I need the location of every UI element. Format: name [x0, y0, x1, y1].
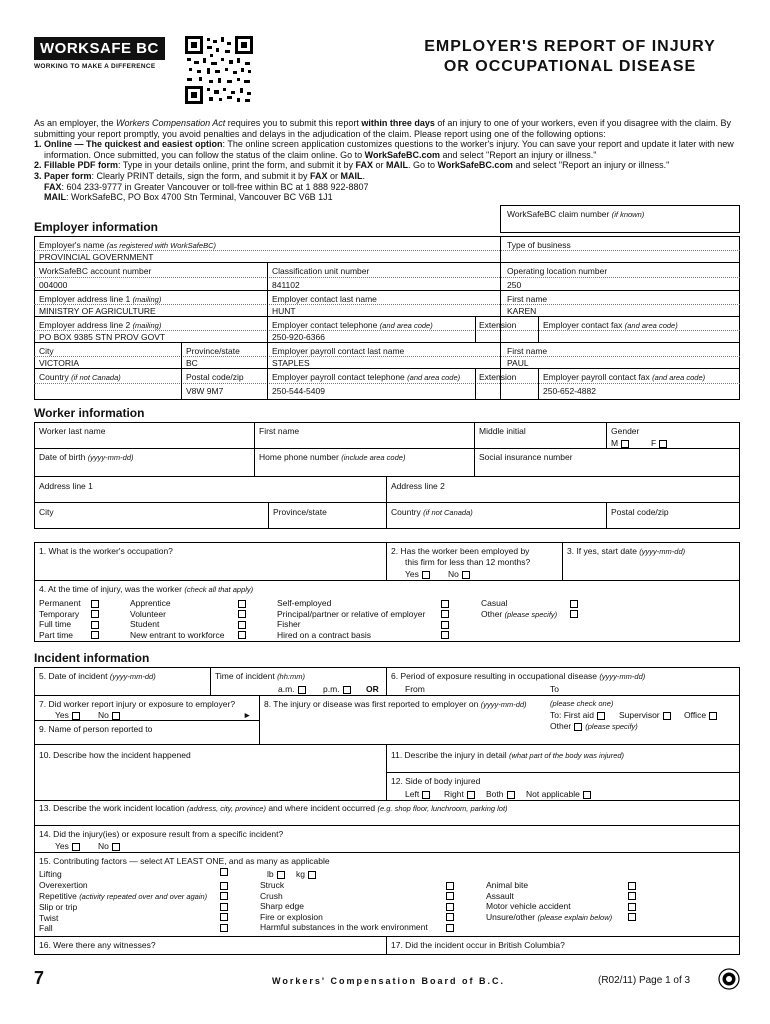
new-entrant-checkbox[interactable] [238, 631, 246, 639]
option-part-time: Part time [39, 629, 74, 640]
option-self-employed: Self-employed [277, 598, 332, 608]
struck-checkbox[interactable] [446, 882, 454, 890]
worker-middle-label: Middle initial [479, 426, 526, 436]
contact-tel-label: Employer contact telephone (and area code) [272, 320, 433, 330]
kg-option[interactable]: kg [296, 869, 319, 879]
q7-yes-checkbox[interactable] [72, 712, 80, 720]
office-option[interactable]: Office [684, 710, 720, 720]
twist-checkbox[interactable] [220, 913, 228, 921]
option-full-time: Full time [39, 619, 72, 629]
employer-name-value[interactable]: PROVINCIAL GOVERNMENT [39, 252, 154, 262]
title-line1: EMPLOYER'S REPORT OF INJURY [424, 38, 716, 55]
factor-motor-vehicle: Motor vehicle accident [486, 901, 571, 911]
q4-col1 [39, 598, 81, 640]
right-checkbox[interactable] [467, 791, 475, 799]
dob-label: Date of birth (yyyy-mm-dd) [39, 452, 134, 462]
classification-value[interactable]: 841102 [272, 280, 300, 290]
office-checkbox[interactable] [709, 712, 717, 720]
tagline: WORKING TO MAKE A DIFFERENCE [34, 63, 156, 70]
location-number-value[interactable]: 250 [507, 280, 522, 290]
gender-label: Gender [611, 426, 640, 436]
student-checkbox[interactable] [238, 621, 246, 629]
option-volunteer: Volunteer [130, 608, 166, 619]
claim-label: WorkSafeBC claim number [507, 209, 610, 219]
form-number: 7 [34, 968, 45, 988]
q7-reported: 7. Did worker report injury or exposure to employer? [39, 699, 236, 709]
q10-how: 10. Describe how the incident happened [39, 750, 191, 760]
option-permanent: Permanent [39, 598, 81, 608]
q2-yes[interactable]: Yes [405, 569, 433, 579]
pm-checkbox[interactable] [343, 686, 351, 694]
other-checkbox[interactable] [570, 610, 578, 618]
payroll-tel-label: Employer payroll contact telephone (and area code) [272, 372, 461, 382]
worker-addr2-label: Address line 2 [391, 481, 445, 491]
q11-injury: 11. Describe the injury in detail (what part of the body was injured) [391, 750, 625, 760]
worker-first-label: First name [259, 426, 300, 436]
q14-no-checkbox[interactable] [112, 843, 120, 851]
employer-addr2-label: Employer address line 2 (mailing) [39, 320, 162, 330]
animal-bite-checkbox[interactable] [628, 882, 636, 890]
harmful-checkbox[interactable] [446, 924, 454, 932]
factor-slip: Slip or trip [39, 902, 78, 912]
employer-prov-label: Province/state [186, 346, 240, 356]
gender-m-checkbox[interactable] [621, 440, 629, 448]
q4-col2-boxes [235, 598, 249, 640]
assault-checkbox[interactable] [628, 892, 636, 900]
q13-location: 13. Describe the work incident location (address, city, province) and where incident occurred (e.g. shop floor, lunchroom, parking lot) [39, 803, 508, 813]
q15-factors: 15. Contributing factors — select AT LEAST ONE, and as many as applicable [39, 856, 330, 866]
part-time-checkbox[interactable] [91, 631, 99, 639]
factor-lifting: Lifting [39, 869, 62, 879]
logo-text: WORKSAFE BC [34, 37, 165, 60]
to-label: To [550, 684, 559, 694]
from-label: From [405, 684, 425, 694]
q16-witnesses: 16. Were there any witnesses? [39, 940, 156, 950]
option-principal: Principal/partner or relative of employer [277, 608, 426, 619]
option-apprentice: Apprentice [130, 598, 171, 608]
factor-repetitive: Repetitive (activity repeated over and over again) [39, 890, 208, 901]
factors-col1-boxes [217, 880, 231, 933]
left-option[interactable]: Left [405, 789, 433, 799]
both-option[interactable]: Both [486, 789, 518, 799]
employer-heading: Employer information [34, 220, 159, 234]
factor-unsure: Unsure/other (please explain below) [486, 911, 613, 922]
employer-country-label: Country (if not Canada) [39, 372, 121, 382]
factor-struck: Struck [260, 880, 285, 890]
gender-f[interactable]: F [651, 438, 670, 448]
crush-checkbox[interactable] [446, 892, 454, 900]
contact-ext-label: Extension [479, 320, 517, 330]
page-number: (R02/11) Page 1 of 3 [598, 975, 691, 986]
worker-prov-label: Province/state [273, 507, 327, 517]
employer-name-label: Employer's name (as registered with WorkSafeBC) [39, 240, 216, 250]
factors-col2-boxes [443, 880, 457, 933]
option-other: Other (please specify) [481, 608, 558, 619]
q4-col4-boxes [567, 598, 581, 619]
claim-number-field[interactable]: WorkSafeBC claim number (if known) [500, 205, 740, 233]
payroll-last-value[interactable]: STAPLES [272, 358, 310, 368]
kg-checkbox[interactable] [308, 871, 316, 879]
am-checkbox[interactable] [298, 686, 306, 694]
worker-postal-label: Postal code/zip [611, 507, 669, 517]
q8-other-checkbox[interactable] [574, 723, 582, 731]
permanent-checkbox[interactable] [91, 600, 99, 608]
both-checkbox[interactable] [507, 791, 515, 799]
full-time-checkbox[interactable] [91, 621, 99, 629]
contact-last-value[interactable]: HUNT [272, 306, 296, 316]
q3-start-date: 3. If yes, start date (yyyy-mm-dd) [567, 546, 686, 556]
factor-animal-bite: Animal bite [486, 880, 529, 890]
payroll-first-label: First name [507, 346, 548, 356]
factors-col1 [39, 880, 207, 934]
q14-no[interactable]: No [98, 841, 123, 851]
contact-first-value[interactable]: KAREN [507, 306, 537, 316]
factors-col2 [260, 880, 428, 933]
q1-occupation: 1. What is the worker's occupation? [39, 546, 173, 556]
casual-checkbox[interactable] [570, 600, 578, 608]
option-casual: Casual [481, 598, 508, 608]
am-option[interactable]: a.m. [278, 684, 309, 694]
q7-no-checkbox[interactable] [112, 712, 120, 720]
q14-yes-checkbox[interactable] [72, 843, 80, 851]
employer-prov-value[interactable]: BC [186, 358, 198, 368]
location-number-label: Operating location number [507, 266, 608, 276]
employer-city-value[interactable]: VICTORIA [39, 358, 79, 368]
slip-checkbox[interactable] [220, 903, 228, 911]
factor-assault: Assault [486, 890, 514, 901]
payroll-first-value[interactable]: PAUL [507, 358, 529, 368]
pm-option[interactable]: p.m. [323, 684, 354, 694]
q12-side: 12. Side of body injured [391, 776, 481, 786]
q4-col4 [481, 598, 557, 620]
lifting-checkbox[interactable] [220, 868, 228, 876]
seal-icon [718, 968, 740, 990]
employer-addr1-value[interactable]: MINISTRY OF AGRICULTURE [39, 306, 156, 316]
or-label: OR [366, 684, 379, 694]
option-fisher: Fisher [277, 619, 301, 629]
classification-label: Classification unit number [272, 266, 370, 276]
payroll-tel-value[interactable]: 250-544-5409 [272, 386, 325, 396]
contact-tel-value[interactable]: 250-920-6366 [272, 332, 325, 342]
option-student: Student [130, 619, 160, 629]
q2-label: 2. Has the worker been employed by [391, 546, 530, 556]
q2-no[interactable]: No [448, 569, 473, 579]
incident-heading: Incident information [34, 651, 150, 665]
worker-country-label: Country (if not Canada) [391, 507, 473, 517]
lb-checkbox[interactable] [277, 871, 285, 879]
principal-checkbox[interactable] [441, 610, 449, 618]
repetitive-checkbox[interactable] [220, 892, 228, 900]
right-option[interactable]: Right [444, 789, 478, 799]
q4-col1-boxes [88, 598, 102, 640]
option-new-entrant: New entrant to workforce [130, 629, 225, 640]
employer-postal-label: Postal code/zip [186, 372, 244, 382]
check-one-note: (please check one) [550, 699, 614, 708]
q17-bc: 17. Did the incident occur in British Columbia? [391, 940, 565, 950]
fall-checkbox[interactable] [220, 924, 228, 932]
contact-first-label: First name [507, 294, 548, 304]
intro-text: As an employer, the Workers Compensation Act requires you to submit this report within three days of an injury to one of your workers, even if you disagree with the claim. By submitting your report promptly, you avoid penalties and delays in the adjudication of the claim. Please report using one of the following options: 1. Online — The quickest and easiest option: The online screen application customizes questions to the worker's injury. You can save your report and update it later with new information. Once submitted, you can follow the status of the claim online. Go to WorkSafeBC.com and select "Report an injury or illness." 2. Fillable PDF form: Type in your details online, print the form, and submit it by FAX or MAIL. Go to WorkSafeBC.com and select "Report an injury or illness." 3. Paper form: Clearly PRINT details, sign the form, and submit it by FAX or MAIL. FAX: 604 233-9777 in Greater Vancouver or toll-free within BC at 1 888 922-8807 MAIL: WorkSafeBC, PO Box 4700 Stn Terminal, Vancouver BC V6B 1J1 [34, 118, 734, 203]
supervisor-option[interactable]: Supervisor [619, 710, 674, 720]
gender-m[interactable]: M [611, 438, 632, 448]
worker-city-label: City [39, 507, 54, 517]
page-title [400, 37, 740, 77]
worker-heading: Worker information [34, 406, 145, 420]
employer-addr2-value[interactable]: PO BOX 9385 STN PROV GOVT [39, 332, 166, 342]
worker-last-label: Worker last name [39, 426, 106, 436]
factors-col3 [486, 880, 612, 923]
q8-first-reported: 8. The injury or disease was first reported to employer on (yyyy-mm-dd) [264, 699, 527, 709]
overexertion-checkbox[interactable] [220, 882, 228, 890]
q9-person: 9. Name of person reported to [39, 724, 153, 734]
q4-col2 [130, 598, 224, 640]
payroll-fax-value[interactable]: 250-652-4882 [543, 386, 596, 396]
temporary-checkbox[interactable] [91, 610, 99, 618]
unsure-checkbox[interactable] [628, 913, 636, 921]
fisher-checkbox[interactable] [441, 621, 449, 629]
factor-twist: Twist [39, 912, 59, 923]
gender-f-checkbox[interactable] [659, 440, 667, 448]
employer-postal-value[interactable]: V8W 9M7 [186, 386, 224, 396]
volunteer-checkbox[interactable] [238, 610, 246, 618]
factor-crush: Crush [260, 890, 283, 901]
board-name: Workers' Compensation Board of B.C. [272, 976, 505, 986]
account-number-label: WorkSafeBC account number [39, 266, 152, 276]
business-type-label: Type of business [507, 240, 571, 250]
logo [34, 37, 165, 70]
option-temporary: Temporary [39, 608, 80, 619]
na-checkbox[interactable] [583, 791, 591, 799]
account-number-value[interactable]: 004000 [39, 280, 68, 290]
self-employed-checkbox[interactable] [441, 600, 449, 608]
q8-other-option[interactable]: Other (please specify) [550, 721, 638, 731]
first-aid-option[interactable]: To: First aid [550, 710, 608, 720]
q2-label-cont: this firm for less than 12 months? [405, 557, 531, 567]
q2-no-checkbox[interactable] [462, 571, 470, 579]
q14-specific: 14. Did the injury(ies) or exposure result from a specific incident? [39, 829, 284, 839]
q4-col3 [277, 598, 425, 640]
apprentice-checkbox[interactable] [238, 600, 246, 608]
contract-checkbox[interactable] [441, 631, 449, 639]
home-phone-label: Home phone number (include area code) [259, 452, 406, 462]
fire-checkbox[interactable] [446, 913, 454, 921]
employer-city-label: City [39, 346, 54, 356]
worker-addr1-label: Address line 1 [39, 481, 93, 491]
payroll-ext-label: Extension [479, 372, 517, 382]
q14-yes[interactable]: Yes [55, 841, 83, 851]
left-checkbox[interactable] [422, 791, 430, 799]
first-aid-checkbox[interactable] [597, 712, 605, 720]
employer-addr1-label: Employer address line 1 (mailing) [39, 294, 162, 304]
motor-vehicle-checkbox[interactable] [628, 903, 636, 911]
factor-fall: Fall [39, 923, 53, 933]
factor-fire: Fire or explosion [260, 911, 323, 922]
qr-code-icon [185, 36, 253, 104]
payroll-fax-label: Employer payroll contact fax (and area code) [543, 372, 706, 382]
option-contract: Hired on a contract basis [277, 629, 372, 640]
factor-sharp-edge: Sharp edge [260, 901, 304, 911]
contact-fax-label: Employer contact fax (and area code) [543, 320, 678, 330]
q4-label: 4. At the time of injury, was the worker (check all that apply) [39, 584, 254, 594]
factor-harmful: Harmful substances in the work environment [260, 922, 428, 932]
q7-no[interactable]: No [98, 710, 123, 720]
payroll-last-label: Employer payroll contact last name [272, 346, 405, 356]
q4-col3-boxes [438, 598, 452, 640]
sharp-edge-checkbox[interactable] [446, 903, 454, 911]
contact-last-label: Employer contact last name [272, 294, 377, 304]
q6-exposure: 6. Period of exposure resulting in occupational disease (yyyy-mm-dd) [391, 671, 646, 681]
q7-yes[interactable]: Yes [55, 710, 83, 720]
lb-option[interactable]: lb [267, 869, 288, 879]
factor-overexertion: Overexertion [39, 880, 88, 890]
supervisor-checkbox[interactable] [663, 712, 671, 720]
q2-yes-checkbox[interactable] [422, 571, 430, 579]
arrow-icon: ► [243, 710, 252, 720]
title-line2: OR OCCUPATIONAL DISEASE [443, 58, 697, 75]
factors-col3-boxes [625, 880, 639, 922]
time-label: Time of incident (hh:mm) [215, 671, 305, 681]
sin-label: Social insurance number [479, 452, 573, 462]
na-option[interactable]: Not applicable [526, 789, 594, 799]
q5-date: 5. Date of incident (yyyy-mm-dd) [39, 671, 156, 681]
